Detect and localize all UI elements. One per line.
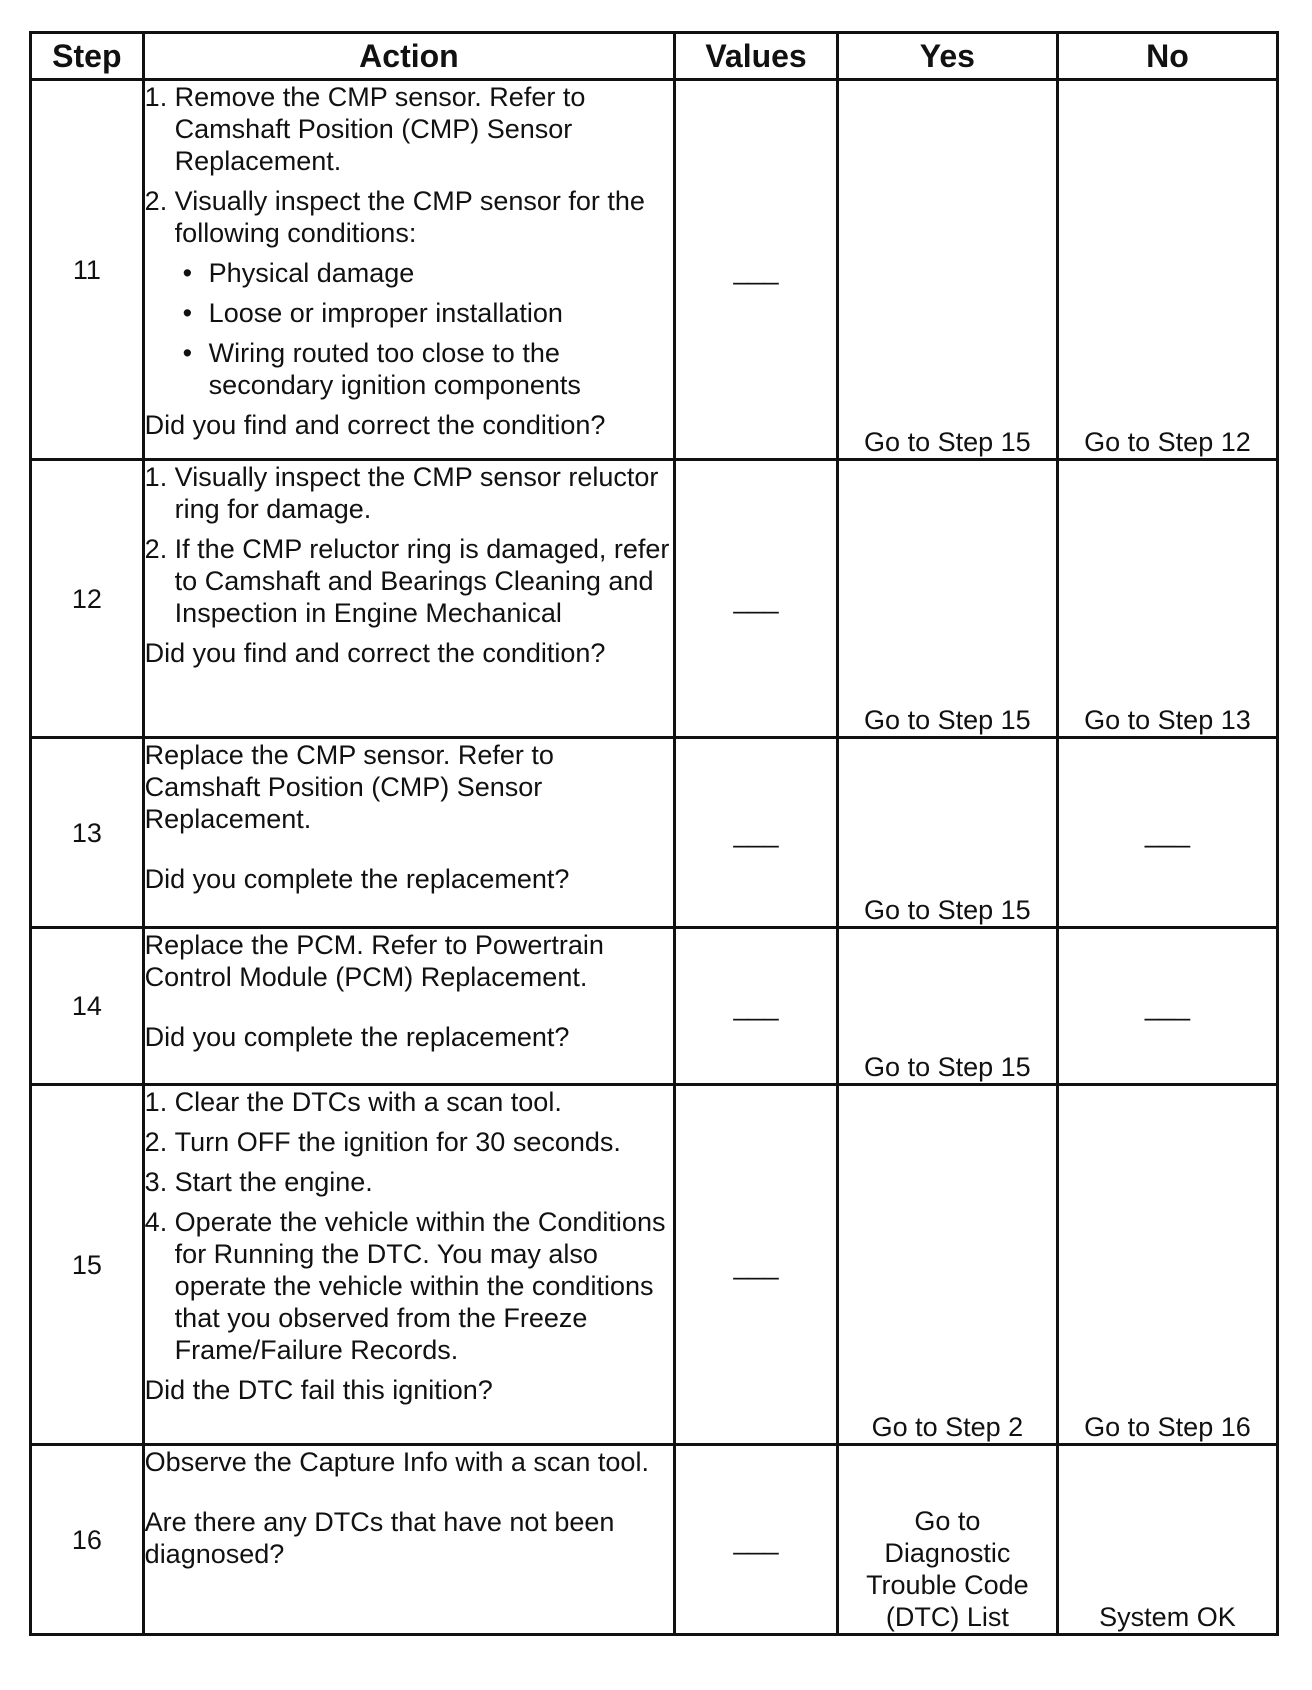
item-number: 1.	[144, 462, 168, 492]
action-item	[145, 1206, 674, 1366]
action-item	[145, 185, 674, 249]
values-cell: ___	[675, 80, 838, 460]
bullet-item	[183, 257, 674, 289]
question-text: Did you complete the replacement?	[144, 1022, 570, 1052]
values-cell: ___	[675, 1445, 838, 1635]
item-text: Visually inspect the CMP sensor for the following conditions:	[174, 186, 645, 248]
item-text: Operate the vehicle within the Conditions for Running the DTC. You may also operate the vehicle within the conditions that you observed from the Freeze Frame/Failure Records.	[174, 1207, 666, 1365]
item-number: 3.	[144, 1167, 168, 1197]
item-number: 4.	[144, 1207, 168, 1237]
step-number: 13	[31, 738, 144, 928]
step-number: 16	[31, 1445, 144, 1635]
question-text: Did the DTC fail this ignition?	[144, 1375, 493, 1405]
action-cell	[143, 460, 675, 738]
no-cell: ___	[1057, 738, 1277, 928]
item-text: Start the engine.	[174, 1167, 373, 1197]
no-cell: ___	[1057, 928, 1277, 1085]
yes-cell: Go to Step 15	[837, 738, 1057, 928]
no-cell: Go to Step 13	[1057, 460, 1277, 738]
yes-cell: Go to Step 15	[837, 80, 1057, 460]
no-cell: System OK	[1057, 1445, 1277, 1635]
header-row	[31, 33, 1278, 80]
table-row	[31, 1445, 1278, 1635]
item-text: Clear the DTCs with a scan tool.	[174, 1087, 562, 1117]
bullet-text: Loose or improper installation	[208, 298, 563, 328]
table-row	[31, 1085, 1278, 1445]
diagnostic-table	[29, 31, 1279, 1636]
item-text: Turn OFF the ignition for 30 seconds.	[174, 1127, 621, 1157]
action-cell	[143, 928, 675, 1085]
header-action: Action	[143, 33, 675, 80]
header-step: Step	[31, 33, 144, 80]
item-text: If the CMP reluctor ring is damaged, refer to Camshaft and Bearings Cleaning and Inspection in Engine Mechanical	[174, 534, 670, 628]
question-text: Did you complete the replacement?	[144, 864, 570, 894]
item-number: 1.	[144, 82, 168, 112]
table-row	[31, 738, 1278, 928]
question-text: Are there any DTCs that have not been diagnosed?	[144, 1507, 615, 1569]
header-yes: Yes	[837, 33, 1057, 80]
item-number: 1.	[144, 1087, 168, 1117]
values-cell: ___	[675, 1085, 838, 1445]
values-cell: ___	[675, 738, 838, 928]
action-cell	[143, 1085, 675, 1445]
question-text: Did you find and correct the condition?	[144, 638, 606, 668]
yes-cell: Go to Step 15	[837, 928, 1057, 1085]
question-text: Did you find and correct the condition?	[144, 410, 606, 440]
action-text: Replace the CMP sensor. Refer to Camshaft Position (CMP) Sensor Replacement.	[144, 740, 554, 834]
item-number: 2.	[144, 534, 168, 564]
bullet-icon: •	[182, 298, 193, 328]
bullet-icon: •	[182, 258, 193, 288]
action-item	[145, 81, 674, 177]
yes-cell: Go to Step 2	[837, 1085, 1057, 1445]
action-cell	[143, 80, 675, 460]
no-cell: Go to Step 16	[1057, 1085, 1277, 1445]
step-number: 11	[31, 80, 144, 460]
yes-cell: Go to Diagnostic Trouble Code (DTC) List	[837, 1445, 1057, 1635]
action-item	[145, 1166, 674, 1198]
table-row	[31, 460, 1278, 738]
values-cell: ___	[675, 460, 838, 738]
header-no: No	[1057, 33, 1277, 80]
action-item	[145, 1086, 674, 1118]
action-cell	[143, 1445, 675, 1635]
bullet-text: Physical damage	[208, 258, 415, 288]
item-number: 2.	[144, 186, 168, 216]
no-cell: Go to Step 12	[1057, 80, 1277, 460]
action-item	[145, 461, 674, 525]
table-row	[31, 80, 1278, 460]
action-item	[145, 1126, 674, 1158]
step-number: 12	[31, 460, 144, 738]
yes-cell: Go to Step 15	[837, 460, 1057, 738]
values-cell: ___	[675, 928, 838, 1085]
step-number: 14	[31, 928, 144, 1085]
header-values: Values	[675, 33, 838, 80]
step-number: 15	[31, 1085, 144, 1445]
bullet-item	[183, 297, 674, 329]
bullet-icon: •	[182, 338, 193, 368]
action-cell	[143, 738, 675, 928]
item-number: 2.	[144, 1127, 168, 1157]
item-text: Remove the CMP sensor. Refer to Camshaft Position (CMP) Sensor Replacement.	[174, 82, 586, 176]
action-item	[145, 533, 674, 629]
item-text: Visually inspect the CMP sensor reluctor ring for damage.	[174, 462, 659, 524]
bullet-item	[183, 337, 674, 401]
bullet-text: Wiring routed too close to the secondary ignition components	[208, 338, 581, 400]
action-text: Replace the PCM. Refer to Powertrain Control Module (PCM) Replacement.	[144, 930, 604, 992]
action-text: Observe the Capture Info with a scan tool.	[144, 1447, 649, 1477]
table-row	[31, 928, 1278, 1085]
